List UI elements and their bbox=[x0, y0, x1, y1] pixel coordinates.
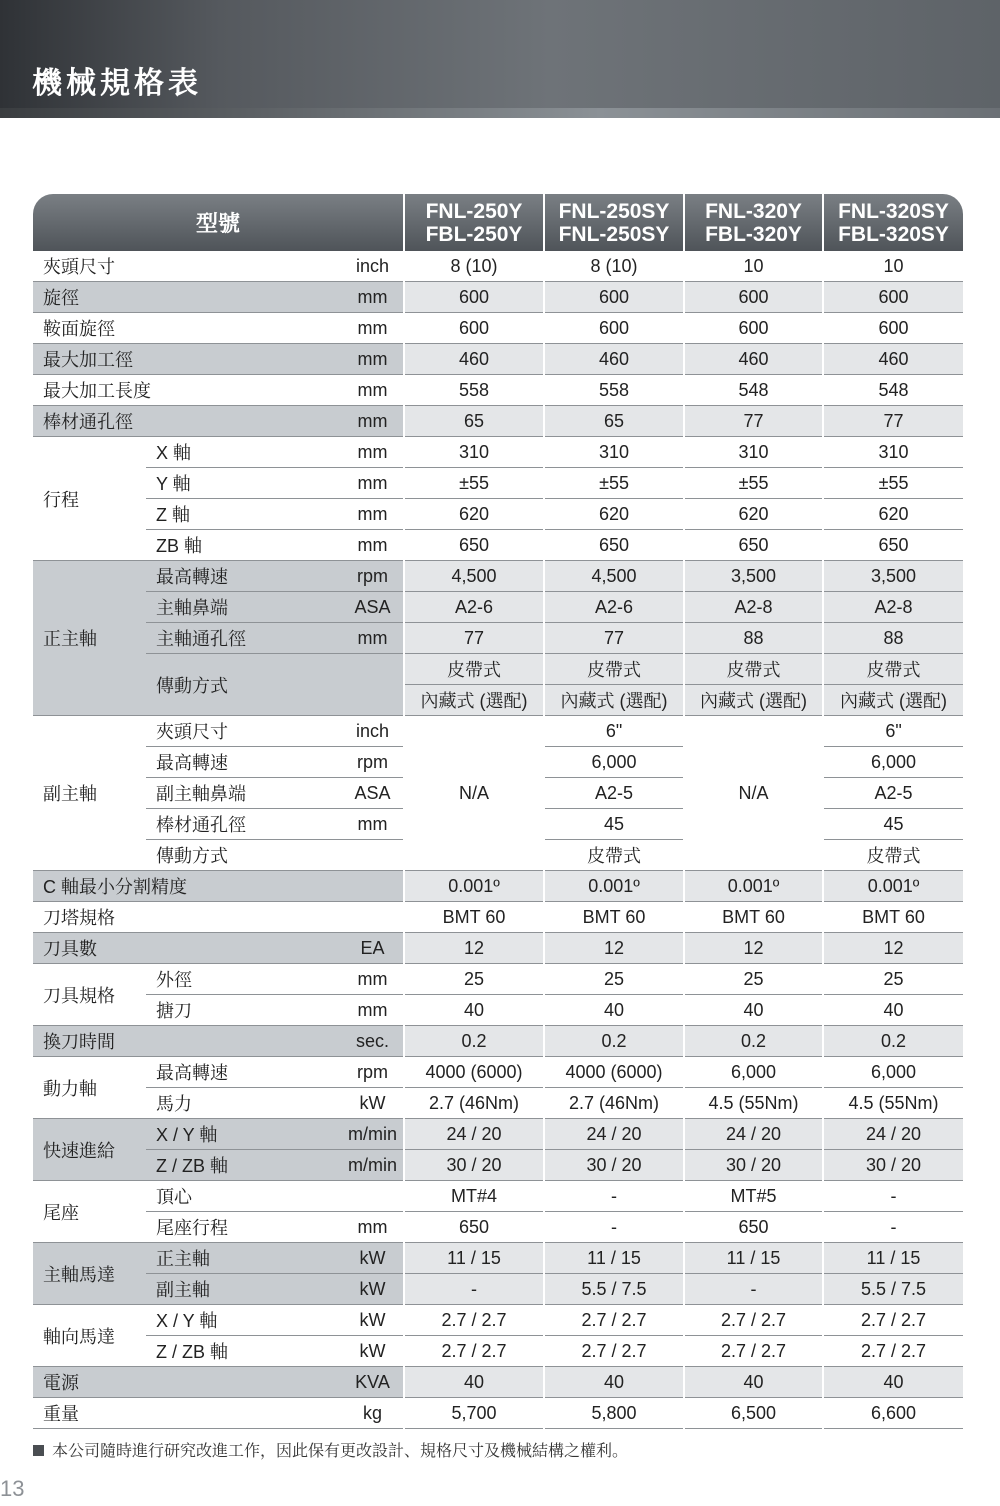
row-swing bbox=[33, 282, 963, 313]
cell: - bbox=[544, 1212, 684, 1243]
row-label: X / Y 軸 bbox=[146, 1305, 342, 1336]
row-rapid-zzb bbox=[33, 1150, 963, 1181]
cell: ±55 bbox=[544, 468, 684, 499]
cell: 0.2 bbox=[544, 1026, 684, 1057]
cell: A2-8 bbox=[823, 592, 963, 623]
cell: 45 bbox=[544, 809, 684, 840]
row-unit: rpm bbox=[342, 561, 404, 592]
row-turret bbox=[33, 902, 963, 933]
row-label: Y 軸 bbox=[146, 468, 342, 499]
cell: ±55 bbox=[823, 468, 963, 499]
row-unit: KVA bbox=[342, 1367, 404, 1398]
cell: BMT 60 bbox=[404, 902, 544, 933]
row-label: 最高轉速 bbox=[146, 1057, 342, 1088]
model-header: FNL-250Y FBL-250Y bbox=[404, 194, 544, 251]
row-label: 旋徑 bbox=[33, 282, 342, 313]
cell: 600 bbox=[544, 282, 684, 313]
cell: 77 bbox=[684, 406, 823, 437]
row-unit: kW bbox=[342, 1336, 404, 1367]
row-label: X / Y 軸 bbox=[146, 1119, 342, 1150]
cell: 12 bbox=[544, 933, 684, 964]
group-label: 行程 bbox=[33, 437, 146, 561]
row-label: 傳動方式 bbox=[146, 654, 342, 716]
cell: 6,000 bbox=[823, 747, 963, 778]
row-label: C 軸最小分割精度 bbox=[33, 871, 342, 902]
cell: 4.5 (55Nm) bbox=[823, 1088, 963, 1119]
cell: 40 bbox=[684, 995, 823, 1026]
cell: 30 / 20 bbox=[823, 1150, 963, 1181]
cell: 650 bbox=[684, 1212, 823, 1243]
row-unit: sec. bbox=[342, 1026, 404, 1057]
cell: BMT 60 bbox=[684, 902, 823, 933]
cell: - bbox=[544, 1181, 684, 1212]
cell: 620 bbox=[404, 499, 544, 530]
row-unit: mm bbox=[342, 375, 404, 406]
na-cell: N/A bbox=[404, 716, 544, 871]
cell: 0.001º bbox=[823, 871, 963, 902]
cell: BMT 60 bbox=[823, 902, 963, 933]
cell: 11 / 15 bbox=[823, 1243, 963, 1274]
row-unit: mm bbox=[342, 530, 404, 561]
cell: 2.7 / 2.7 bbox=[544, 1305, 684, 1336]
row-main-drive bbox=[33, 654, 963, 685]
spec-table bbox=[33, 194, 963, 1429]
table-header-row bbox=[33, 194, 963, 251]
cell: 0.001º bbox=[684, 871, 823, 902]
cell: 25 bbox=[544, 964, 684, 995]
cell: 11 / 15 bbox=[684, 1243, 823, 1274]
row-unit: kW bbox=[342, 1274, 404, 1305]
page-header bbox=[0, 0, 1000, 118]
row-unit: mm bbox=[342, 1212, 404, 1243]
cell: 600 bbox=[823, 313, 963, 344]
row-label: 主軸通孔徑 bbox=[146, 623, 342, 654]
row-label: 刀具數 bbox=[33, 933, 342, 964]
row-unit: m/min bbox=[342, 1150, 404, 1181]
row-unit: mm bbox=[342, 995, 404, 1026]
cell: 6" bbox=[823, 716, 963, 747]
row-travel-z bbox=[33, 499, 963, 530]
row-label: 主軸鼻端 bbox=[146, 592, 342, 623]
row-label: ZB 軸 bbox=[146, 530, 342, 561]
footnote-text: 本公司隨時進行研究改進工作，因此保有更改設計、規格尺寸及機械結構之權利。 bbox=[52, 1441, 629, 1460]
row-unit: mm bbox=[342, 282, 404, 313]
group-label: 正主軸 bbox=[33, 561, 146, 716]
row-label: 鞍面旋徑 bbox=[33, 313, 342, 344]
cell: 40 bbox=[404, 995, 544, 1026]
group-label: 快速進給 bbox=[33, 1119, 146, 1181]
cell: 皮帶式 bbox=[823, 654, 963, 685]
row-tail-travel bbox=[33, 1212, 963, 1243]
row-label: 尾座行程 bbox=[146, 1212, 342, 1243]
row-bed-swing bbox=[33, 313, 963, 344]
cell: MT#5 bbox=[684, 1181, 823, 1212]
row-label: 正主軸 bbox=[146, 1243, 342, 1274]
row-c-axis bbox=[33, 871, 963, 902]
cell: 5.5 / 7.5 bbox=[823, 1274, 963, 1305]
row-label: 夾頭尺寸 bbox=[146, 716, 342, 747]
row-label: Z / ZB 軸 bbox=[146, 1336, 342, 1367]
row-chuck bbox=[33, 251, 963, 282]
row-unit: mm bbox=[342, 437, 404, 468]
cell: 620 bbox=[544, 499, 684, 530]
cell: 2.7 (46Nm) bbox=[544, 1088, 684, 1119]
row-label: X 軸 bbox=[146, 437, 342, 468]
row-travel-y bbox=[33, 468, 963, 499]
row-label: 刀塔規格 bbox=[33, 902, 342, 933]
row-travel-zb bbox=[33, 530, 963, 561]
cell: 內藏式 (選配) bbox=[684, 685, 823, 716]
cell: 30 / 20 bbox=[684, 1150, 823, 1181]
cell: 6" bbox=[544, 716, 684, 747]
cell: 4000 (6000) bbox=[544, 1057, 684, 1088]
square-bullet-icon bbox=[33, 1445, 44, 1456]
cell: 25 bbox=[823, 964, 963, 995]
cell: 25 bbox=[404, 964, 544, 995]
cell: 650 bbox=[684, 530, 823, 561]
row-label: 頂心 bbox=[146, 1181, 342, 1212]
cell: 4,500 bbox=[404, 561, 544, 592]
cell: 2.7 / 2.7 bbox=[684, 1305, 823, 1336]
row-axis-xy bbox=[33, 1305, 963, 1336]
model-header: FNL-320SY FBL-320SY bbox=[823, 194, 963, 251]
cell: 6,000 bbox=[544, 747, 684, 778]
cell: 558 bbox=[544, 375, 684, 406]
row-rapid-xy bbox=[33, 1119, 963, 1150]
row-unit: mm bbox=[342, 499, 404, 530]
cell: 40 bbox=[544, 995, 684, 1026]
cell: A2-6 bbox=[544, 592, 684, 623]
cell: 65 bbox=[404, 406, 544, 437]
cell: 600 bbox=[404, 282, 544, 313]
cell: A2-5 bbox=[544, 778, 684, 809]
cell: 45 bbox=[823, 809, 963, 840]
row-weight bbox=[33, 1398, 963, 1429]
row-max-dia bbox=[33, 344, 963, 375]
row-unit: mm bbox=[342, 313, 404, 344]
row-unit bbox=[342, 1181, 404, 1212]
cell: - bbox=[823, 1212, 963, 1243]
cell: 6,500 bbox=[684, 1398, 823, 1429]
cell: 0.001º bbox=[544, 871, 684, 902]
cell: 24 / 20 bbox=[823, 1119, 963, 1150]
cell: - bbox=[684, 1274, 823, 1305]
row-sub-chuck bbox=[33, 716, 963, 747]
group-label: 軸向馬達 bbox=[33, 1305, 146, 1367]
header-stripe bbox=[0, 108, 1000, 118]
cell: 460 bbox=[404, 344, 544, 375]
row-tool-od bbox=[33, 964, 963, 995]
cell: 12 bbox=[404, 933, 544, 964]
row-unit: ASA bbox=[342, 778, 404, 809]
row-motor-sub bbox=[33, 1274, 963, 1305]
cell: 5,700 bbox=[404, 1398, 544, 1429]
row-main-nose bbox=[33, 592, 963, 623]
cell: ±55 bbox=[684, 468, 823, 499]
model-header: FNL-250SY FNL-250SY bbox=[544, 194, 684, 251]
cell: 2.7 / 2.7 bbox=[823, 1305, 963, 1336]
cell: 310 bbox=[404, 437, 544, 468]
row-travel-x bbox=[33, 437, 963, 468]
group-label: 副主軸 bbox=[33, 716, 146, 871]
cell: 4,500 bbox=[544, 561, 684, 592]
cell: 30 / 20 bbox=[544, 1150, 684, 1181]
row-unit: mm bbox=[342, 344, 404, 375]
cell: 2.7 / 2.7 bbox=[823, 1336, 963, 1367]
cell: 5,800 bbox=[544, 1398, 684, 1429]
cell: 620 bbox=[684, 499, 823, 530]
cell: 0.2 bbox=[404, 1026, 544, 1057]
cell: 皮帶式 bbox=[823, 840, 963, 871]
cell: - bbox=[823, 1181, 963, 1212]
row-label: 換刀時間 bbox=[33, 1026, 342, 1057]
row-label: 馬力 bbox=[146, 1088, 342, 1119]
cell: 內藏式 (選配) bbox=[544, 685, 684, 716]
cell: 600 bbox=[684, 282, 823, 313]
row-unit: mm bbox=[342, 964, 404, 995]
cell: 24 / 20 bbox=[404, 1119, 544, 1150]
row-label: Z 軸 bbox=[146, 499, 342, 530]
cell: 皮帶式 bbox=[404, 654, 544, 685]
cell: 77 bbox=[404, 623, 544, 654]
row-unit bbox=[342, 654, 404, 716]
cell: 皮帶式 bbox=[544, 840, 684, 871]
cell: 77 bbox=[544, 623, 684, 654]
row-motor-main bbox=[33, 1243, 963, 1274]
group-label: 動力軸 bbox=[33, 1057, 146, 1119]
cell: 皮帶式 bbox=[684, 654, 823, 685]
row-label: 外徑 bbox=[146, 964, 342, 995]
cell: 88 bbox=[823, 623, 963, 654]
row-unit: mm bbox=[342, 623, 404, 654]
cell: 460 bbox=[823, 344, 963, 375]
model-header-label: 型號 bbox=[33, 194, 404, 251]
row-unit: ASA bbox=[342, 592, 404, 623]
row-label: 夾頭尺寸 bbox=[33, 251, 342, 282]
row-label: 傳動方式 bbox=[146, 840, 342, 871]
cell: 548 bbox=[684, 375, 823, 406]
cell: 2.7 (46Nm) bbox=[404, 1088, 544, 1119]
row-label: 棒材通孔徑 bbox=[33, 406, 342, 437]
row-label: 電源 bbox=[33, 1367, 342, 1398]
cell: 558 bbox=[404, 375, 544, 406]
row-label: 最大加工徑 bbox=[33, 344, 342, 375]
cell: 10 bbox=[823, 251, 963, 282]
row-unit: EA bbox=[342, 933, 404, 964]
cell: 40 bbox=[823, 1367, 963, 1398]
cell: 內藏式 (選配) bbox=[404, 685, 544, 716]
row-label: 最高轉速 bbox=[146, 561, 342, 592]
cell: 2.7 / 2.7 bbox=[404, 1305, 544, 1336]
cell: 310 bbox=[544, 437, 684, 468]
row-live-power bbox=[33, 1088, 963, 1119]
cell: 650 bbox=[544, 530, 684, 561]
row-live-speed bbox=[33, 1057, 963, 1088]
row-label: 副主軸鼻端 bbox=[146, 778, 342, 809]
cell: 8 (10) bbox=[544, 251, 684, 282]
cell: 40 bbox=[404, 1367, 544, 1398]
cell: - bbox=[404, 1274, 544, 1305]
cell: BMT 60 bbox=[544, 902, 684, 933]
cell: 548 bbox=[823, 375, 963, 406]
row-unit: mm bbox=[342, 468, 404, 499]
row-tail-center bbox=[33, 1181, 963, 1212]
cell: 460 bbox=[544, 344, 684, 375]
cell: 2.7 / 2.7 bbox=[404, 1336, 544, 1367]
cell: MT#4 bbox=[404, 1181, 544, 1212]
row-unit: rpm bbox=[342, 747, 404, 778]
cell: 40 bbox=[544, 1367, 684, 1398]
cell: 2.7 / 2.7 bbox=[684, 1336, 823, 1367]
row-bar bbox=[33, 406, 963, 437]
cell: 600 bbox=[684, 313, 823, 344]
cell: 12 bbox=[823, 933, 963, 964]
cell: 88 bbox=[684, 623, 823, 654]
footnote bbox=[33, 1438, 628, 1461]
group-label: 刀具規格 bbox=[33, 964, 146, 1026]
cell: 650 bbox=[404, 530, 544, 561]
row-unit bbox=[342, 902, 404, 933]
group-label: 尾座 bbox=[33, 1181, 146, 1243]
model-header: FNL-320Y FBL-320Y bbox=[684, 194, 823, 251]
row-main-speed bbox=[33, 561, 963, 592]
cell: 600 bbox=[544, 313, 684, 344]
cell: 24 / 20 bbox=[544, 1119, 684, 1150]
cell: A2-8 bbox=[684, 592, 823, 623]
cell: 6,000 bbox=[823, 1057, 963, 1088]
cell: 650 bbox=[404, 1212, 544, 1243]
row-unit: kg bbox=[342, 1398, 404, 1429]
cell: 內藏式 (選配) bbox=[823, 685, 963, 716]
row-unit bbox=[342, 840, 404, 871]
cell: 40 bbox=[823, 995, 963, 1026]
cell: 皮帶式 bbox=[544, 654, 684, 685]
row-unit: rpm bbox=[342, 1057, 404, 1088]
row-tool-boring bbox=[33, 995, 963, 1026]
cell: 650 bbox=[823, 530, 963, 561]
cell: 0.001º bbox=[404, 871, 544, 902]
cell: 30 / 20 bbox=[404, 1150, 544, 1181]
cell: 3,500 bbox=[823, 561, 963, 592]
cell: 4000 (6000) bbox=[404, 1057, 544, 1088]
cell: 310 bbox=[684, 437, 823, 468]
cell: 10 bbox=[684, 251, 823, 282]
page-title: 機械規格表 bbox=[32, 66, 202, 101]
cell: ±55 bbox=[404, 468, 544, 499]
cell: 11 / 15 bbox=[544, 1243, 684, 1274]
cell: 6,600 bbox=[823, 1398, 963, 1429]
cell: 40 bbox=[684, 1367, 823, 1398]
cell: 8 (10) bbox=[404, 251, 544, 282]
row-label: 棒材通孔徑 bbox=[146, 809, 342, 840]
cell: 0.2 bbox=[823, 1026, 963, 1057]
row-unit: kW bbox=[342, 1305, 404, 1336]
cell: 4.5 (55Nm) bbox=[684, 1088, 823, 1119]
cell: 12 bbox=[684, 933, 823, 964]
row-label: 副主軸 bbox=[146, 1274, 342, 1305]
cell: 3,500 bbox=[684, 561, 823, 592]
row-unit: inch bbox=[342, 716, 404, 747]
row-unit: inch bbox=[342, 251, 404, 282]
cell: 77 bbox=[823, 406, 963, 437]
row-unit: kW bbox=[342, 1088, 404, 1119]
row-unit: kW bbox=[342, 1243, 404, 1274]
cell: 620 bbox=[823, 499, 963, 530]
cell: 25 bbox=[684, 964, 823, 995]
row-tools bbox=[33, 933, 963, 964]
row-unit bbox=[342, 871, 404, 902]
row-power bbox=[33, 1367, 963, 1398]
cell: 24 / 20 bbox=[684, 1119, 823, 1150]
row-label: 最大加工長度 bbox=[33, 375, 342, 406]
cell: 65 bbox=[544, 406, 684, 437]
na-cell: N/A bbox=[684, 716, 823, 871]
cell: 6,000 bbox=[684, 1057, 823, 1088]
page-number: 13 bbox=[0, 1476, 25, 1501]
row-axis-zzb bbox=[33, 1336, 963, 1367]
cell: 460 bbox=[684, 344, 823, 375]
row-max-len bbox=[33, 375, 963, 406]
row-main-bore bbox=[33, 623, 963, 654]
row-label: Z / ZB 軸 bbox=[146, 1150, 342, 1181]
cell: 5.5 / 7.5 bbox=[544, 1274, 684, 1305]
cell: 11 / 15 bbox=[404, 1243, 544, 1274]
row-unit: mm bbox=[342, 406, 404, 437]
row-label: 最高轉速 bbox=[146, 747, 342, 778]
group-label: 主軸馬達 bbox=[33, 1243, 146, 1305]
cell: 600 bbox=[404, 313, 544, 344]
row-unit: m/min bbox=[342, 1119, 404, 1150]
cell: A2-6 bbox=[404, 592, 544, 623]
row-label: 搪刀 bbox=[146, 995, 342, 1026]
cell: 600 bbox=[823, 282, 963, 313]
cell: 0.2 bbox=[684, 1026, 823, 1057]
cell: 310 bbox=[823, 437, 963, 468]
cell: 2.7 / 2.7 bbox=[544, 1336, 684, 1367]
row-label: 重量 bbox=[33, 1398, 342, 1429]
row-unit: mm bbox=[342, 809, 404, 840]
cell: A2-5 bbox=[823, 778, 963, 809]
row-change-time bbox=[33, 1026, 963, 1057]
